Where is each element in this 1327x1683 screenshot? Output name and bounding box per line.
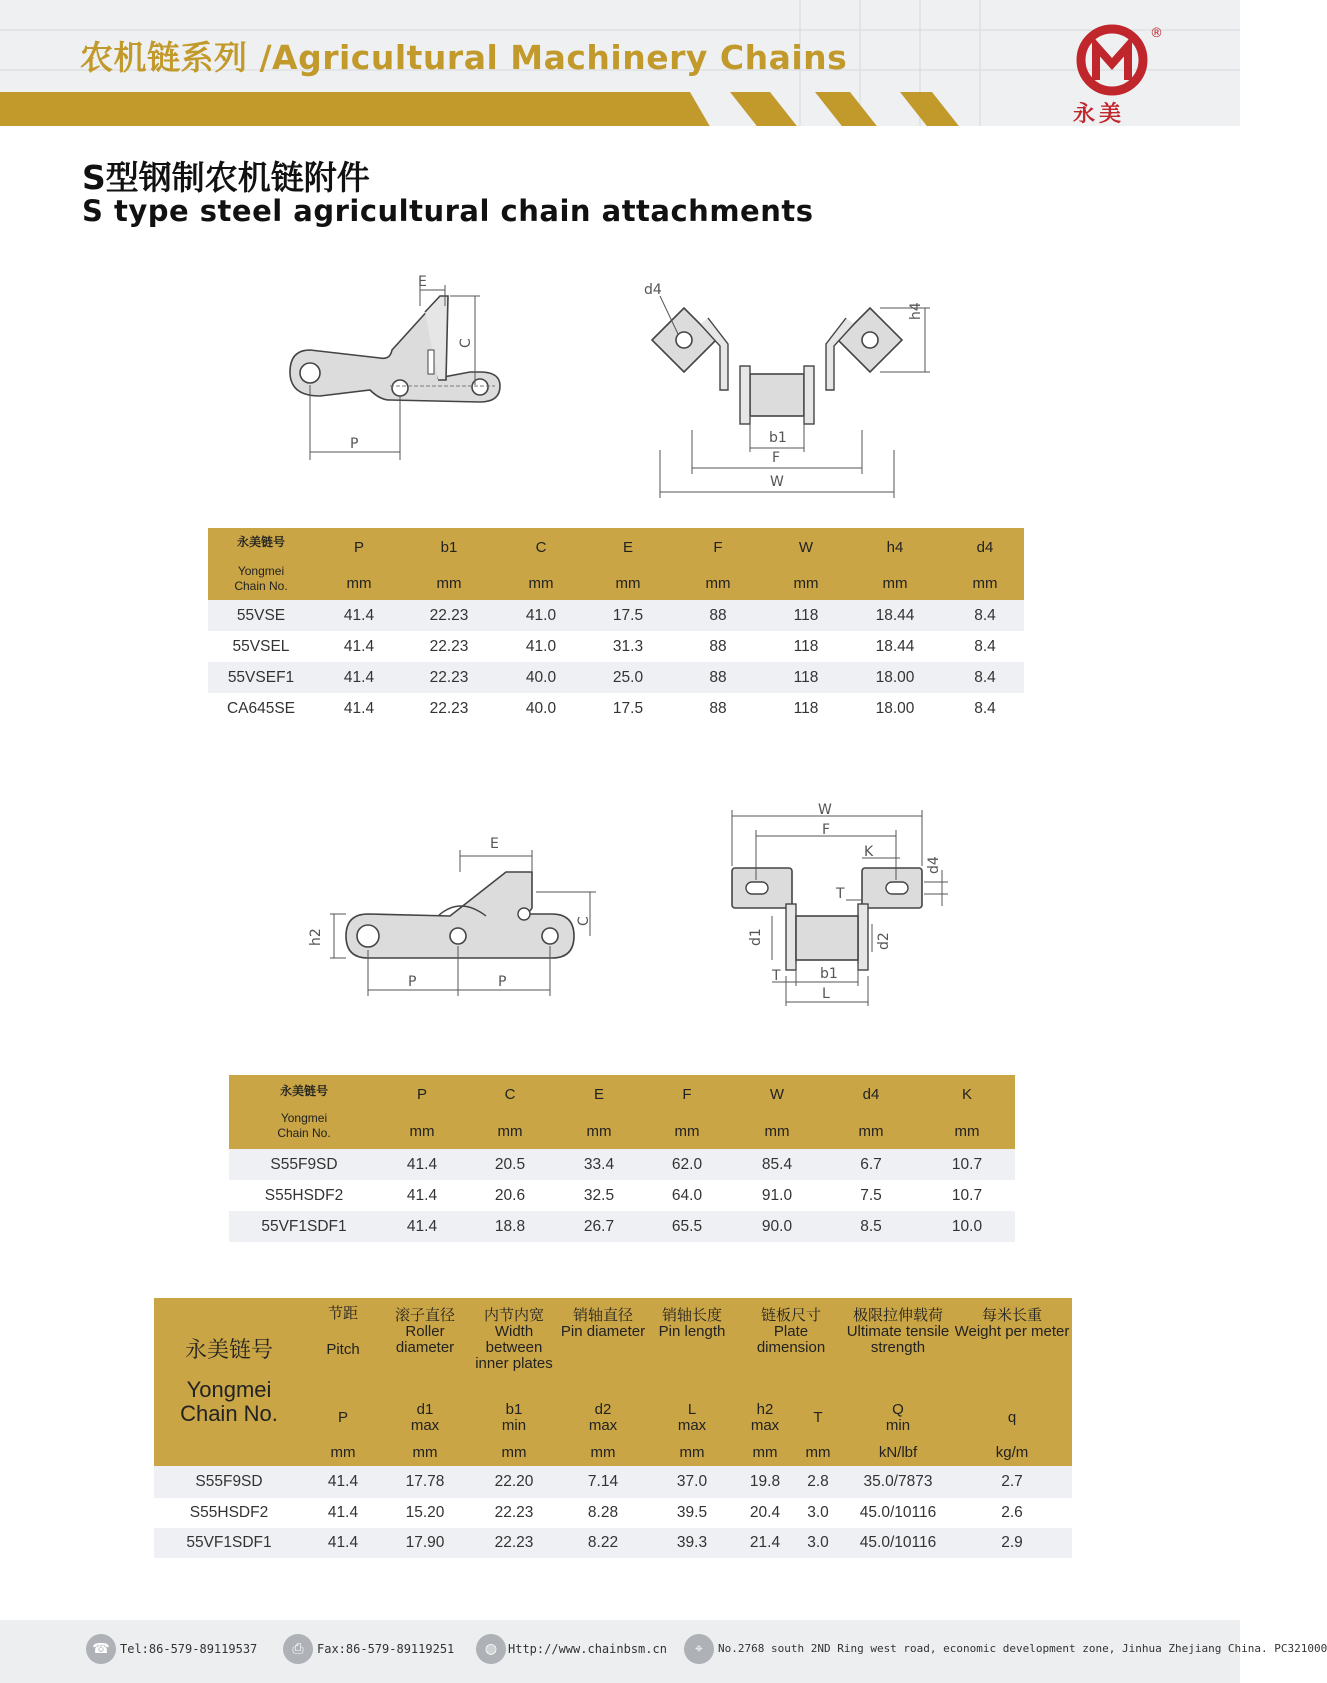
label-d1: d1 [748,928,764,946]
sym-p [304,1398,382,1438]
sym: d1 [416,1401,434,1418]
cell: 2.7 [952,1466,1072,1498]
cell: 55VSEL [232,637,290,655]
cell: 45.0/10116 [844,1528,952,1558]
label-p: P [408,974,417,990]
footer-fax: Fax:86-579-89119251 [317,1642,455,1656]
cell: 20.4 [749,1504,781,1521]
sym-sub: max [588,1417,618,1434]
cell: 22.23 [468,1528,560,1558]
table-row [208,662,1024,693]
col-width-inner-plates [468,1298,560,1398]
col-pin-length [646,1298,738,1398]
label-b1: b1 [769,430,787,446]
cell: 7.5 [860,1186,882,1204]
label-l: L [822,986,830,1002]
cell: 8.4 [946,600,1024,631]
sym: h2 [756,1401,774,1418]
sym: d2 [594,1401,612,1418]
cell: 62.0 [643,1149,731,1180]
cell: 31.3 [612,637,644,655]
col-en: Plate dimension [756,1323,826,1356]
registered-mark: ® [1150,26,1163,41]
col-cn: 滚子直径 [394,1307,455,1324]
sym-sub: max [410,1417,440,1434]
brand-name: 永美 [1073,102,1126,127]
cell: 41.0 [494,600,588,631]
cell: 10.7 [951,1186,983,1204]
footer-web-link[interactable]: Http://www.chainbsm.cn [508,1642,667,1656]
cell: 118 [793,637,819,655]
unit: mm [792,1438,844,1466]
unit: mm [731,1113,823,1149]
unit: mm [946,566,1024,600]
cell: 22.20 [468,1466,560,1498]
unit: kN/lbf [844,1438,952,1466]
cell: 17.78 [382,1466,468,1498]
table-row [208,631,1024,662]
cell: 18.00 [844,662,946,693]
label-h2: h2 [308,928,324,946]
diagram-sd-attachment [300,800,960,1020]
label-c: C [458,338,474,348]
cell: 88 [709,699,727,717]
cell: 39.5 [676,1504,708,1521]
brand-header-cn: 永美链号 [236,534,285,549]
unit: mm [823,1113,919,1149]
table-vse-specs [208,528,1024,724]
col-cn: 内节内宽 [483,1307,544,1324]
brand-header [208,528,314,600]
cell: 41.4 [379,1149,465,1180]
cell: 8.4 [974,637,996,655]
cell: 22.23 [404,662,494,693]
brand-header-cn: 永美链号 [279,1083,328,1098]
cell: 8.28 [587,1504,619,1521]
label-f: F [772,450,781,466]
table-row [154,1498,1072,1528]
cell: 6.7 [823,1149,919,1180]
cell: 2.6 [1001,1504,1023,1521]
cell: 41.4 [304,1528,382,1558]
cell: 33.4 [555,1149,643,1180]
cell: 20.5 [465,1149,555,1180]
cell: 21.4 [738,1528,792,1558]
cell: 25.0 [588,662,668,693]
cell: 118 [768,662,844,693]
cell: 3.0 [792,1528,844,1558]
sym-h2 [738,1398,792,1438]
col-c: C [494,528,588,566]
cell: 41.4 [314,662,404,693]
cell: 15.20 [405,1504,445,1521]
cell: 55VSE [208,600,314,631]
cell: 41.4 [343,637,375,655]
brand-header-en2: Chain No. [234,578,288,593]
col-cn: 链板尺寸 [760,1307,821,1324]
cell: 41.4 [406,1186,438,1204]
cell: 91.0 [761,1186,793,1204]
cell: 90.0 [731,1211,823,1242]
col-pin-diameter [560,1298,646,1398]
cell: 55VF1SDF1 [154,1528,304,1558]
table-row [229,1211,1015,1242]
page-title-en: S type steel agricultural chain attachments [82,194,814,228]
unit: mm [304,1438,382,1466]
fax-icon: ⎙ [283,1634,313,1664]
col-roller-diameter [382,1298,468,1398]
page-footer [0,1620,1327,1683]
cell: 17.5 [612,699,644,717]
unit: mm [404,566,494,600]
cell: 41.4 [327,1504,359,1521]
label-f: F [822,822,831,838]
cell: 41.4 [304,1466,382,1498]
label-t: T [772,968,781,984]
footer-address: No.2768 south 2ND Ring west road, economic development zone, Jinhua Zhejiang China. PC321000 [718,1642,1327,1655]
brand-header-en2: Chain No. [180,1401,278,1426]
cell: 32.5 [583,1186,615,1204]
unit: mm [555,1113,643,1149]
unit: mm [844,566,946,600]
col-e: E [588,528,668,566]
sym-l [646,1398,738,1438]
label-e: E [490,836,499,852]
cell: 41.4 [379,1211,465,1242]
col-f: F [668,528,768,566]
cell: S55HSDF2 [189,1504,269,1521]
brand-header [154,1298,304,1466]
sym: P [337,1409,348,1426]
cell: 8.4 [974,699,996,717]
col-c: C [465,1075,555,1113]
sym-q [844,1398,952,1438]
col-h4: h4 [844,528,946,566]
col-d4: d4 [823,1075,919,1113]
col-en: Ultimate tensile strength [846,1323,950,1356]
vse-side-view [290,274,500,460]
col-pitch [304,1298,382,1398]
label-w: W [818,802,832,818]
unit: mm [379,1113,465,1149]
cell: 18.8 [465,1211,555,1242]
cell: 39.3 [646,1528,738,1558]
label-d4: d4 [644,282,662,298]
label-d2: d2 [876,932,892,950]
unit: mm [588,566,668,600]
label-p: P [350,436,359,452]
cell: 35.0/7873 [844,1466,952,1498]
cell: S55HSDF2 [264,1186,344,1204]
sym-sub: min [501,1417,527,1434]
col-w: W [731,1075,823,1113]
cell: 85.4 [731,1149,823,1180]
cell: 55VSEF1 [208,662,314,693]
col-f: F [643,1075,731,1113]
cell: 8.4 [946,662,1024,693]
table-sd-specs [229,1075,1015,1242]
cell: 41.4 [343,699,375,717]
cell: 8.5 [823,1211,919,1242]
cell: 64.0 [671,1186,703,1204]
cell: 118 [768,600,844,631]
sym-sub: max [677,1417,707,1434]
cell: 19.8 [738,1466,792,1498]
header-title: 农机链系列 /Agricultural Machinery Chains [80,38,848,77]
cell: 18.44 [844,600,946,631]
cell: 65.5 [643,1211,731,1242]
cell: 17.5 [588,600,668,631]
sym: T [813,1409,823,1426]
col-weight-per-meter [952,1298,1072,1398]
cell: 88 [709,637,727,655]
col-p: P [314,528,404,566]
col-b1: b1 [404,528,494,566]
col-k: K [919,1075,1015,1113]
vse-front-view [644,282,930,498]
sym: q [1007,1409,1017,1426]
cell: S55F9SD [229,1149,379,1180]
cell: 10.7 [919,1149,1015,1180]
label-k: K [864,844,874,860]
sym-d2 [560,1398,646,1438]
col-ultimate-tensile [844,1298,952,1398]
cell: 22.23 [404,600,494,631]
diagram-vse-attachment [280,270,940,500]
unit: mm [768,566,844,600]
cell: 22.23 [429,699,469,717]
unit: mm [465,1113,555,1149]
cell: 18.44 [875,637,915,655]
col-cn: 每米长重 [981,1307,1042,1324]
brand-header-en1: Yongmei [280,1110,328,1125]
unit: mm [919,1113,1015,1149]
col-p: P [379,1075,465,1113]
brand-header-en1: Yongmei [186,1377,272,1402]
sym-b1 [468,1398,560,1438]
col-cn: 销轴直径 [572,1307,633,1324]
table-row [154,1528,1072,1558]
col-cn: 极限拉伸载荷 [852,1307,943,1324]
col-w: W [768,528,844,566]
cell: 40.0 [525,699,557,717]
cell: 8.22 [560,1528,646,1558]
cell: 41.0 [525,637,557,655]
cell: CA645SE [226,699,296,717]
unit: mm [382,1438,468,1466]
label-h4: h4 [908,302,924,320]
sym: b1 [505,1401,523,1418]
cell: 88 [668,662,768,693]
phone-icon: ☎ [86,1634,116,1664]
col-en: Pitch [326,1341,360,1358]
sd-side-view [308,836,596,996]
sym: L [687,1401,697,1418]
sym-weight [952,1398,1072,1438]
brand-header-en1: Yongmei [237,563,285,578]
cell: S55F9SD [154,1466,304,1498]
table-row [229,1149,1015,1180]
unit: mm [560,1438,646,1466]
brand-header-cn: 永美链号 [184,1337,273,1362]
cell: 18.00 [875,699,915,717]
col-plate-dimension [738,1298,844,1398]
cell: 88 [668,600,768,631]
cell: 22.23 [429,637,469,655]
table-chain-specs [154,1298,1072,1558]
sym-sub: min [885,1417,911,1434]
table-row [154,1466,1072,1498]
unit: mm [668,566,768,600]
footer-tel: Tel:86-579-89119537 [120,1642,258,1656]
unit: mm [646,1438,738,1466]
unit: mm [643,1113,731,1149]
cell: 55VF1SDF1 [229,1211,379,1242]
cell: 40.0 [494,662,588,693]
col-e: E [555,1075,643,1113]
label-p: P [498,974,507,990]
sym: Q [892,1401,904,1418]
cell: 118 [793,699,819,717]
col-en: Pin diameter [560,1323,646,1340]
unit: mm [314,566,404,600]
cell: 17.90 [382,1528,468,1558]
col-en: Width between inner plates [475,1323,553,1372]
sym-d1 [382,1398,468,1438]
cell: 37.0 [646,1466,738,1498]
brand-header [229,1075,379,1149]
unit: mm [738,1438,792,1466]
unit: kg/m [952,1438,1072,1466]
sym-sub: max [750,1417,780,1434]
cell: 2.9 [952,1528,1072,1558]
cell: 22.23 [494,1504,534,1521]
label-e: E [418,274,427,290]
col-en: Roller diameter [395,1323,455,1356]
label-c: C [576,916,592,926]
label-d4: d4 [926,856,942,874]
cell: 3.0 [807,1504,829,1521]
location-pin-icon: ⌖ [684,1634,714,1664]
col-en: Pin length [658,1323,726,1340]
label-t: T [836,886,845,902]
cell: 20.6 [494,1186,526,1204]
cell: 10.0 [919,1211,1015,1242]
page-header [0,0,1240,130]
label-b1: b1 [820,966,838,982]
cell: 26.7 [555,1211,643,1242]
brand-header-en2: Chain No. [277,1125,331,1140]
unit: mm [494,566,588,600]
sd-front-view [732,802,948,1006]
col-d4: d4 [946,528,1024,566]
cell: 2.8 [792,1466,844,1498]
table-row [229,1180,1015,1211]
col-en: Weight per meter [954,1323,1070,1340]
cell: 7.14 [560,1466,646,1498]
label-w: W [770,474,784,490]
web-icon: ◍ [476,1634,506,1664]
sym-t [792,1398,844,1438]
table-row [208,693,1024,724]
unit: mm [468,1438,560,1466]
cell: 41.4 [314,600,404,631]
col-cn: 节距 [327,1305,358,1322]
col-cn: 销轴长度 [661,1307,722,1324]
table-row [208,600,1024,631]
page-title-cn: S型钢制农机链附件 [82,158,370,197]
cell: 45.0/10116 [859,1504,937,1521]
